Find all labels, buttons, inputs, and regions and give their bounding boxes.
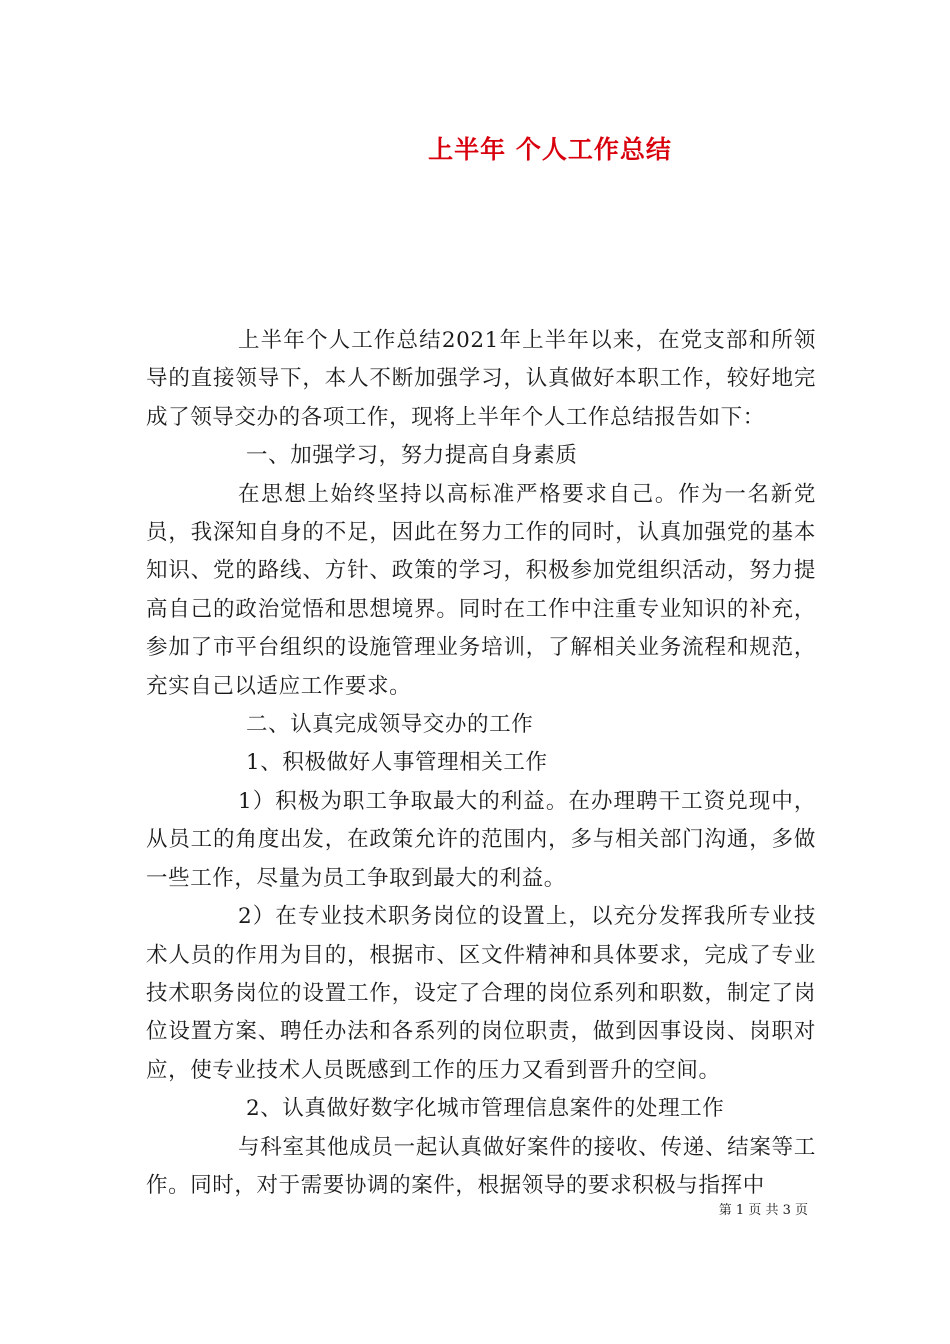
paragraph-cases: 与科室其他成员一起认真做好案件的接收、传递、结案等工作。同时，对于需要协调的案件，根据领导的要求积极与指挥中 xyxy=(146,1134,816,1198)
subsection-heading-2: 2、认真做好数字化城市管理信息案件的处理工作 xyxy=(246,1096,725,1122)
page-number-footer: 第 1 页 共 3 页 xyxy=(718,1203,808,1218)
paragraph-study: 在思想上始终坚持以高标准严格要求自己。作为一名新党员，我深知自身的不足，因此在努力工作的同时，认真加强党的基本知识、党的路线、方针、政策的学习，积极参加党组织活动，努力提高自己的政治觉悟和思想境界。同时在工作中注重专业知识的补充，参加了市平台组织的设施管理业务培训，了解相关业务流程和规范，充实自己以适应工作要求。 xyxy=(146,481,816,699)
section-heading-1: 一、加强学习，努力提高自身素质 xyxy=(246,443,578,469)
paragraph-intro: 上半年个人工作总结2021年上半年以来，在党支部和所领导的直接领导下，本人不断加强学习，认真做好本职工作，较好地完成了领导交办的各项工作，现将上半年个人工作总结报告如下： xyxy=(146,328,816,430)
paragraph-item-1: 1）积极为职工争取最大的利益。在办理聘干工资兑现中，从员工的角度出发，在政策允许的范围内，多与相关部门沟通，多做一些工作，尽量为员工争取到最大的利益。 xyxy=(146,788,816,891)
section-heading-2: 二、认真完成领导交办的工作 xyxy=(246,712,534,738)
subsection-heading-1: 1、积极做好人事管理相关工作 xyxy=(246,750,548,776)
paragraph-item-2: 2）在专业技术职务岗位的设置上，以充分发挥我所专业技术人员的作用为目的，根据市、区文件精神和具体要求，完成了专业技术职务岗位的设置工作，设定了合理的岗位系列和职数，制定了岗位设置方案、聘任办法和各系列的岗位职责，做到因事设岗、岗职对应，使专业技术人员既感到工作的压力又看到晋升的空间。 xyxy=(146,904,816,1083)
document-body xyxy=(146,322,816,1205)
document-title: 上半年 个人工作总结 xyxy=(428,135,672,164)
